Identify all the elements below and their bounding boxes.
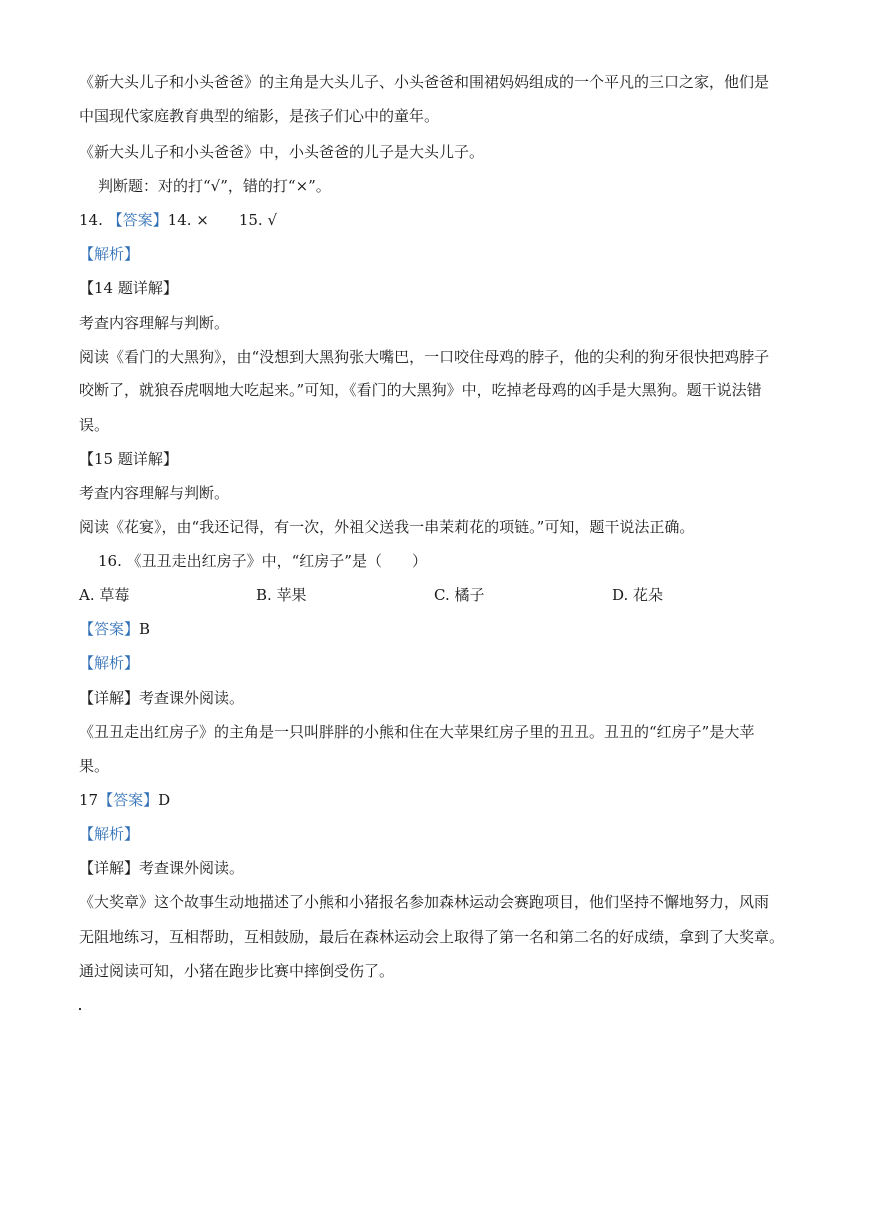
- paragraph-line: 阅读《花宴》，由“我还记得，有一次，外祖父送我一串茉莉花的项链。”可知，题干说法正确。: [79, 518, 695, 536]
- question-number: 14.: [79, 211, 103, 229]
- answer-value: B: [139, 620, 151, 638]
- paragraph-line: 通过阅读可知，小猪在跑步比赛中摔倒受伤了。: [79, 962, 395, 980]
- answer-value: D: [158, 791, 171, 809]
- paragraph-line: 考查内容理解与判断。: [79, 484, 230, 502]
- answer-14-line: [79, 210, 277, 230]
- instruction-line: 判断题：对的打“√”，错的打“×”。: [98, 177, 331, 195]
- option-a: A. 草莓: [79, 586, 130, 604]
- trailing-dot: [79, 1008, 81, 1010]
- paragraph-line: 考查内容理解与判断。: [79, 314, 230, 332]
- paragraph-line: 误。: [79, 416, 110, 434]
- detail-title-17: 【详解】考查课外阅读。: [79, 859, 245, 877]
- option-d: D. 花朵: [612, 586, 664, 604]
- paragraph-line: 《新大头儿子和小头爸爸》中，小头爸爸的儿子是大头儿子。: [79, 143, 485, 161]
- paragraph-line: 《大奖章》这个故事生动地描述了小熊和小猪报名参加森林运动会赛跑项目，他们坚持不懈地努力，风雨: [79, 893, 770, 911]
- option-b: B. 苹果: [256, 586, 307, 604]
- paragraph-line: 《新大头儿子和小头爸爸》的主角是大头儿子、小头爸爸和围裙妈妈组成的一个平凡的三口之家，他们是: [79, 73, 770, 91]
- answer-values: 14. × 15. √: [167, 211, 278, 229]
- paragraph-line: 咬断了，就狼吞虎咽地大吃起来。”可知，《看门的大黑狗》中，吃掉老母鸡的凶手是大黑狗。题干说法错: [79, 381, 762, 399]
- answer-17-line: [79, 790, 170, 810]
- detail-title-15: 【15 题详解】: [79, 450, 178, 468]
- paragraph-line: 阅读《看门的大黑狗》，由“没想到大黑狗张大嘴巴，一口咬住母鸡的脖子，他的尖利的狗牙很快把鸡脖子: [79, 348, 770, 366]
- analysis-tag: 【解析】: [79, 654, 140, 672]
- answer-16-line: [79, 619, 150, 639]
- question-number: 17: [79, 791, 99, 809]
- analysis-tag: 【解析】: [79, 245, 140, 263]
- option-c: C. 橘子: [434, 586, 485, 604]
- question-16: 16. 《丑丑走出红房子》中，“红房子”是（ ）: [98, 552, 427, 570]
- answer-tag: 【答案】: [107, 211, 168, 229]
- paragraph-line: 果。: [79, 757, 110, 775]
- detail-title-16: 【详解】考查课外阅读。: [79, 689, 245, 707]
- analysis-tag: 【解析】: [79, 825, 140, 843]
- answer-tag: 【答案】: [98, 791, 159, 809]
- answer-tag: 【答案】: [79, 620, 140, 638]
- detail-title-14: 【14 题详解】: [79, 279, 178, 297]
- paragraph-line: 无阻地练习，互相帮助，互相鼓励，最后在森林运动会上取得了第一名和第二名的好成绩，拿到了大奖章。: [79, 928, 785, 946]
- paragraph-line: 《丑丑走出红房子》的主角是一只叫胖胖的小熊和住在大苹果红房子里的丑丑。丑丑的“红房子”是大苹: [79, 723, 755, 741]
- paragraph-line: 中国现代家庭教育典型的缩影，是孩子们心中的童年。: [79, 107, 440, 125]
